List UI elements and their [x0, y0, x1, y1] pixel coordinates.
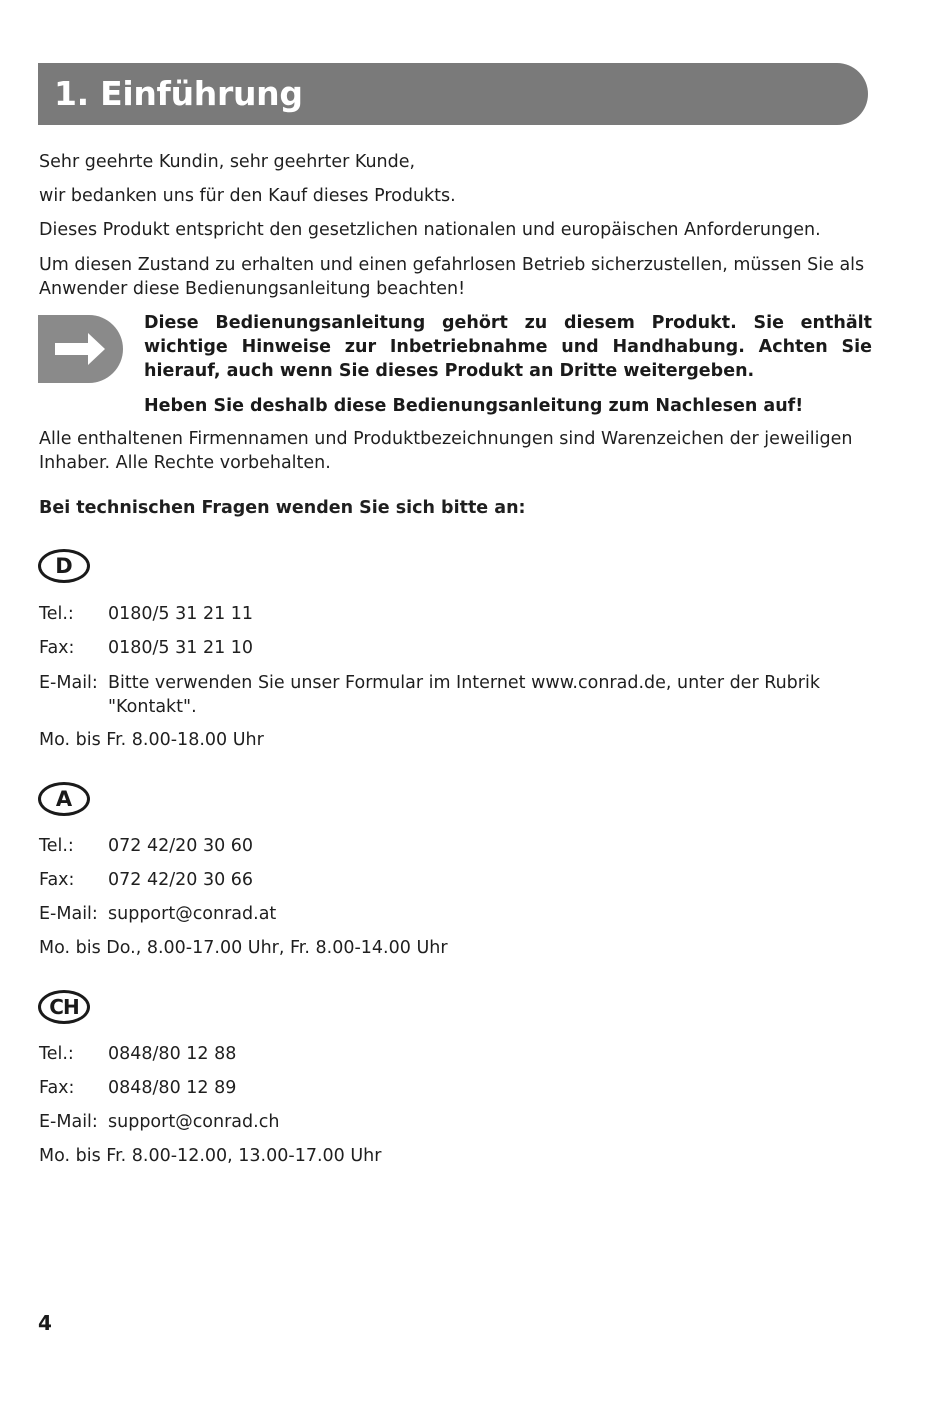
tel-label-at: Tel.:: [39, 836, 74, 856]
hours-at: Mo. bis Do., 8.00-17.00 Uhr, Fr. 8.00-14.00 Uhr: [39, 938, 448, 958]
chapter-title: 1. Einführung: [54, 74, 303, 113]
tel-value-de: 0180/5 31 21 11: [108, 604, 254, 624]
thanks-text: wir bedanken uns für den Kauf dieses Produkts.: [39, 186, 456, 206]
contact-heading: Bei technischen Fragen wenden Sie sich bitte an:: [39, 498, 526, 518]
maintain-text: Um diesen Zustand zu erhalten und einen gefahrlosen Betrieb sicherzustellen, müssen Sie als Anwender diese Bedienungsanleitung beachten!: [39, 255, 865, 299]
email-label-de: E-Mail:: [39, 673, 98, 693]
country-badge-de: D: [38, 549, 90, 583]
fax-value-ch: 0848/80 12 89: [108, 1078, 237, 1098]
notice-keep-text: Heben Sie deshalb diese Bedienungsanleitung zum Nachlesen auf!: [144, 396, 804, 416]
notice-text: Diese Bedienungsanleitung gehört zu diesem Produkt. Sie enthält wichtige Hinweise zur Inbetriebnahme und Handhabung. Achten Sie hierauf, auch wenn Sie dieses Produkt an Dritte weitergeben.: [144, 313, 872, 381]
hours-de: Mo. bis Fr. 8.00-18.00 Uhr: [39, 730, 264, 750]
tel-label-de: Tel.:: [39, 604, 74, 624]
compliance-text: Dieses Produkt entspricht den gesetzlichen nationalen und europäischen Anforderungen.: [39, 220, 821, 240]
hours-ch: Mo. bis Fr. 8.00-12.00, 13.00-17.00 Uhr: [39, 1146, 382, 1166]
fax-label-ch: Fax:: [39, 1078, 75, 1098]
greeting-text: Sehr geehrte Kundin, sehr geehrter Kunde,: [39, 152, 416, 172]
country-badge-ch: CH: [38, 990, 90, 1024]
email-value-ch: support@conrad.ch: [108, 1112, 280, 1132]
email-value-at: support@conrad.at: [108, 904, 277, 924]
arrow-right-icon: [38, 315, 123, 383]
email-value-de: Bitte verwenden Sie unser Formular im Internet www.conrad.de, unter der Rubrik "Kontakt".: [108, 673, 820, 717]
tel-value-at: 072 42/20 30 60: [108, 836, 254, 856]
tel-value-ch: 0848/80 12 88: [108, 1044, 237, 1064]
tel-label-ch: Tel.:: [39, 1044, 74, 1064]
fax-value-de: 0180/5 31 21 10: [108, 638, 254, 658]
email-label-ch: E-Mail:: [39, 1112, 98, 1132]
country-badge-at: A: [38, 782, 90, 816]
page-number: 4: [38, 1311, 52, 1335]
email-label-at: E-Mail:: [39, 904, 98, 924]
fax-label-de: Fax:: [39, 638, 75, 658]
trademark-text: Alle enthaltenen Firmennamen und Produktbezeichnungen sind Warenzeichen der jeweiligen Inhaber. Alle Rechte vorbehalten.: [39, 429, 853, 473]
fax-value-at: 072 42/20 30 66: [108, 870, 254, 890]
fax-label-at: Fax:: [39, 870, 75, 890]
